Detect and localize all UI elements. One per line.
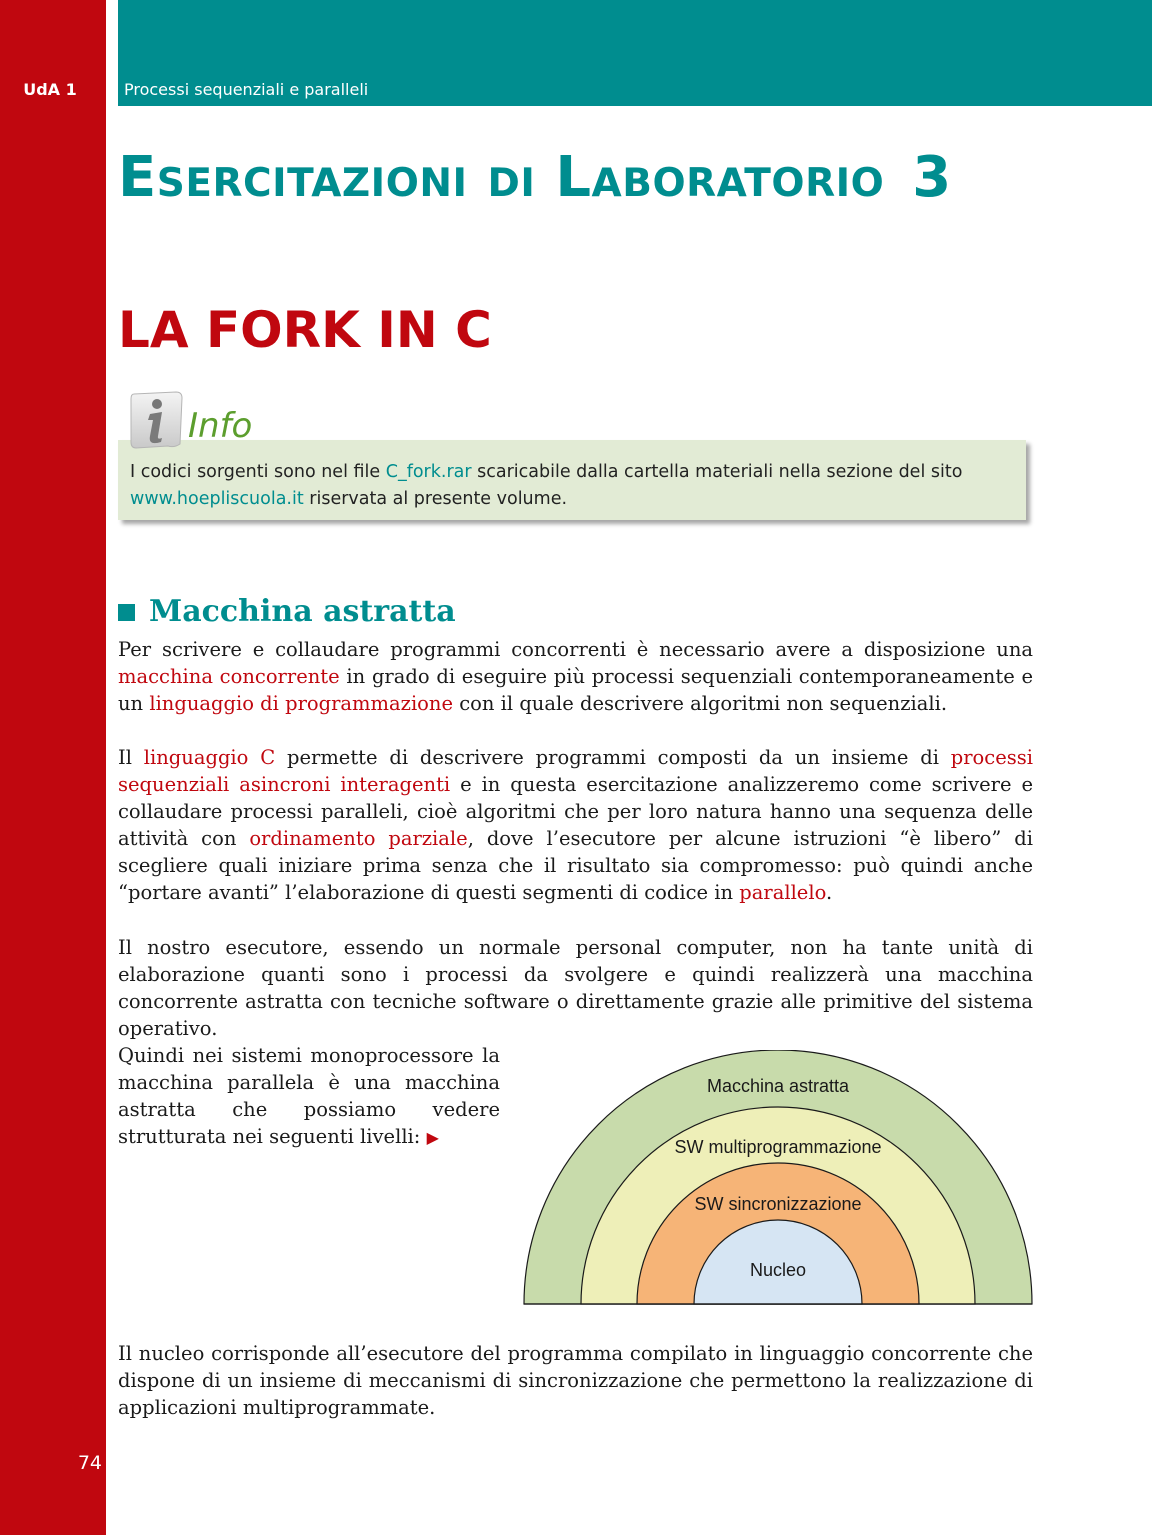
layer-label-nucleo: Nucleo xyxy=(749,1260,807,1280)
layer-label-sw-multiprogrammazione: SW multiprogrammazione xyxy=(674,1137,882,1157)
page-number: 74 xyxy=(77,1452,102,1474)
text-run: permette di descrivere programmi composti da un insieme di xyxy=(275,746,951,769)
text-run: . xyxy=(825,881,833,904)
info-text-part: I codici sorgenti sono nel file xyxy=(130,462,386,482)
unit-number: UdA 1 xyxy=(23,80,77,99)
paragraph-2 xyxy=(118,744,1033,906)
text-run: , dove l’esecutore per alcune istruzioni “è libero” di scegliere quali iniziare prima senza che il risultato sia compromesso: può quindi anche “portare avanti” l’elaborazione di questi segmenti di codice in xyxy=(118,827,1033,904)
info-text-part: scaricabile dalla cartella materiali nella sezione del sito xyxy=(471,462,963,482)
keyword: macchina concorrente xyxy=(118,665,340,688)
left-color-band xyxy=(0,0,106,1535)
unit-title: Processi sequenziali e paralleli xyxy=(124,80,369,99)
subheading xyxy=(118,592,456,632)
layers-diagram xyxy=(520,1050,1036,1310)
info-box xyxy=(118,440,1026,520)
info-site-link[interactable]: www.hoepliscuola.it xyxy=(130,489,304,509)
paragraph-4 xyxy=(118,1042,500,1151)
bullet-square-icon xyxy=(118,604,135,621)
keyword: linguaggio C xyxy=(143,746,276,769)
subheading-text: Macchina astratta xyxy=(149,594,456,629)
keyword: linguaggio di programmazione xyxy=(149,692,454,715)
layer-label-macchina-astratta: Macchina astratta xyxy=(706,1076,850,1096)
text-run: e in questa esercitazione analizzeremo come scrivere e collaudare processi paralleli, cioè algoritmi che per loro natura hanno una sequenza delle attività con xyxy=(118,773,1033,850)
text-run: in grado di eseguire più processi sequenziali contemporaneamente e un xyxy=(118,665,1034,715)
info-icon xyxy=(128,390,184,450)
section-heading-label: Esercitazioni di Laboratorio xyxy=(118,145,885,210)
arrow-right-icon: ▶ xyxy=(426,1128,439,1147)
keyword: ordinamento parziale xyxy=(249,827,468,850)
text-run: Quindi nei sistemi monoprocessore la macchina parallela è una macchina astratta che possiamo vedere strutturata nei seguenti livelli: xyxy=(118,1044,500,1148)
paragraph-5: Il nucleo corrisponde all’esecutore del programma compilato in linguaggio concorrente che dispone di un insieme di meccanismi di sincronizzazione che permettono la realizzazione di applicazioni multiprogrammate. xyxy=(118,1342,1033,1419)
chapter-title: LA FORK IN C xyxy=(118,301,492,359)
paragraph-3: Il nostro esecutore, essendo un normale personal computer, non ha tante unità di elaborazione quanti sono i processi da svolgere e quindi realizzerà una macchina concorrente astratta con tecniche software o direttamente grazie alle primitive del sistema operativo. xyxy=(118,936,1033,1040)
text-run: Il xyxy=(118,746,144,769)
section-heading-number: 3 xyxy=(912,145,952,210)
layer-label-sw-sincronizzazione: SW sincronizzazione xyxy=(694,1194,862,1214)
text-run: Per scrivere e collaudare programmi concorrenti è necessario avere a disposizione una xyxy=(118,638,1033,661)
paragraph-1 xyxy=(118,636,1033,717)
info-file-name: C_fork.rar xyxy=(385,462,472,482)
keyword: parallelo xyxy=(739,881,826,904)
text-run: con il quale descrivere algoritmi non sequenziali. xyxy=(453,692,948,715)
section-heading xyxy=(118,142,952,214)
info-label: Info xyxy=(188,406,253,446)
keyword: processi sequenziali asincroni interagenti xyxy=(118,746,1034,796)
info-text-part: riservata al presente volume. xyxy=(303,489,568,509)
info-text xyxy=(130,459,1010,513)
